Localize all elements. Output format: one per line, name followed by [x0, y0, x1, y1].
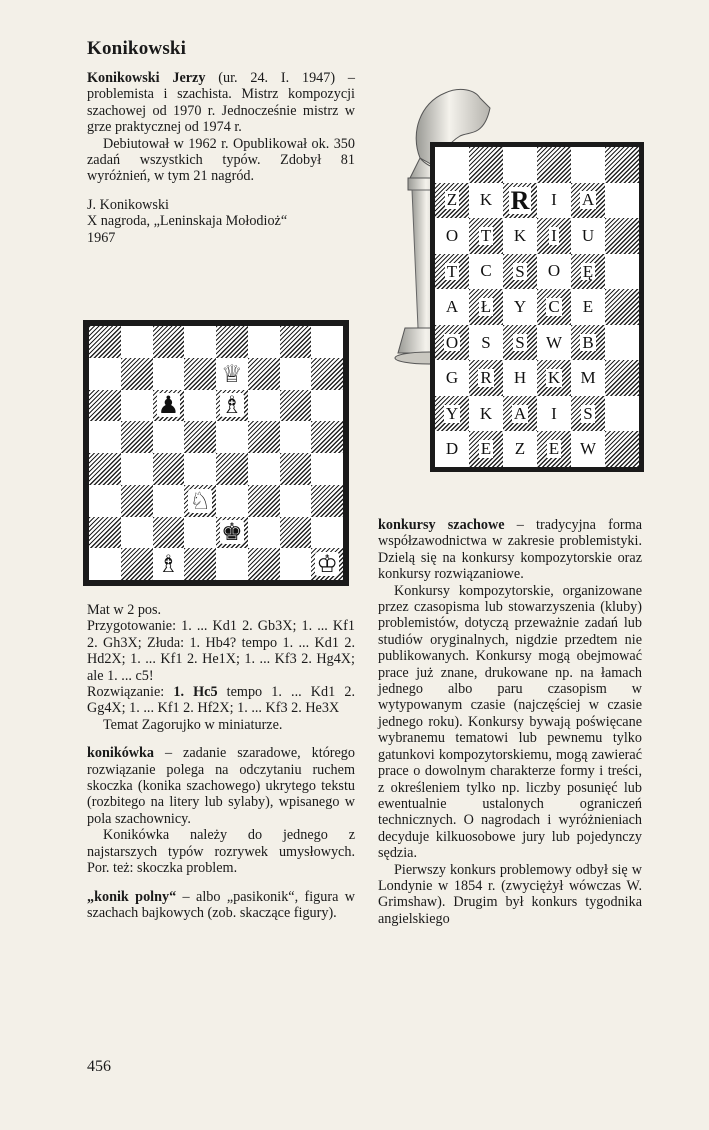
letter-cell — [571, 147, 605, 183]
entry-konkursy-para2: Konkursy kompozytorskie, organizowane przez czasopisma lub stowarzyszenia (kluby) problemistów, dotyczą przeważnie zadań lub studiów oryginalnych, nigdzie przedtem nie publikowanych. Konkursy mogą obejmować prace już znane, drukowane np. na łamach jednego albo paru czasopism w wytypowanym czasie (najczęściej w czasie jednego roku). Konkursy bywają poświęcane wybranemu tematowi lub pewnemu tylko gatunkovi kompozytorskiemu, mogą zawierać prace o dowolnym charakterze formy i treści, z określeniem tylko np. liczby posunięć lub ewentualnie ustalonych ograniczeń technicznych. O nagrodach i wyróżnieniach decyduje kilkuosobowe jury lub pojedynczy sędzia. — [378, 582, 642, 862]
square-g2 — [280, 517, 312, 549]
square-f6 — [248, 390, 280, 422]
letter-cell — [537, 218, 571, 254]
square-g1 — [280, 548, 312, 580]
letter-cell — [469, 431, 503, 467]
square-a5 — [89, 421, 121, 453]
letter-cell — [605, 431, 639, 467]
square-c8 — [153, 326, 185, 358]
problem-author: J. Konikowski — [87, 196, 169, 213]
letter-cell — [571, 325, 605, 361]
entry-name: Konikowski Jerzy — [87, 70, 206, 86]
letter-cell-text: C — [548, 297, 560, 317]
letter-cell-text: D — [445, 439, 459, 459]
entry-konikowka-text: – zadanie szaradowe, którego rozwiązanie polega na odczytaniu ruchem skoczka (konika szachowego) ukrytego tekstu (rozbitego na litery lub sylaby), wpisanego w pola szachownicy. — [87, 745, 355, 827]
letter-cell-text: E — [480, 439, 492, 459]
letter-cell — [537, 183, 571, 219]
square-h5 — [311, 421, 343, 453]
square-d2 — [184, 517, 216, 549]
letter-cell-text: Ł — [480, 297, 492, 317]
black-pawn-icon: ♟ — [157, 391, 180, 420]
problem-solution-block — [87, 602, 355, 921]
problem-theme: Temat Zagorujko w miniaturze. — [103, 716, 283, 733]
letter-cell — [435, 254, 469, 290]
letter-cell-text: K — [547, 368, 561, 388]
white-king-icon: ♔ — [316, 550, 338, 579]
letter-cell — [469, 147, 503, 183]
square-g3 — [280, 485, 312, 517]
square-d6 — [184, 390, 216, 422]
letter-cell-text: H — [513, 368, 527, 388]
square-h2 — [311, 517, 343, 549]
letter-cell-text: Z — [446, 190, 458, 210]
letter-cell-text: E — [582, 296, 594, 316]
letter-cell-text: S — [515, 261, 525, 281]
square-e1 — [216, 548, 248, 580]
square-a4 — [89, 453, 121, 485]
square-f2 — [248, 517, 280, 549]
square-h4 — [311, 453, 343, 485]
square-h6 — [311, 390, 343, 422]
letter-cell — [605, 254, 639, 290]
letter-cell — [537, 360, 571, 396]
white-knight-icon: ♘ — [189, 486, 211, 515]
letter-cell-text: O — [445, 332, 459, 352]
square-e3 — [216, 485, 248, 517]
square-d8 — [184, 326, 216, 358]
letter-cell-text: S — [515, 332, 525, 352]
problem-award: X nagroda, „Leninskaja Mołodioż“ — [87, 213, 288, 230]
white-bishop-icon: ♗ — [221, 391, 243, 420]
letter-cell — [469, 254, 503, 290]
letter-cell — [503, 360, 537, 396]
letter-cell — [537, 254, 571, 290]
entry-para2: Debiutował w 1962 r. Opublikował ok. 350 zadań wszystkich typów. Zdobył 81 wyróżnień, w tym 21 nagród. — [87, 135, 355, 185]
page-number: 456 — [87, 1058, 111, 1075]
letter-cell-text: O — [445, 225, 459, 245]
entry-term-konikowka: konikówka — [87, 745, 155, 762]
letter-cell — [469, 396, 503, 432]
square-f3 — [248, 485, 280, 517]
entry-konik-polny-text: – albo „pasikonik“, figura w szachach bajkowych (zob. skaczące figury). — [87, 888, 356, 921]
square-g8 — [280, 326, 312, 358]
letter-cell-text: K — [479, 190, 493, 210]
letter-cell — [503, 183, 537, 219]
letter-cell — [503, 396, 537, 432]
letter-cell — [503, 254, 537, 290]
black-king-icon: ♚ — [221, 518, 243, 547]
letter-cell — [503, 218, 537, 254]
square-c6 — [153, 390, 185, 422]
letter-cell-text: Ę — [582, 261, 594, 281]
chess-board — [89, 326, 343, 580]
square-a6 — [89, 390, 121, 422]
letter-cell — [435, 396, 469, 432]
letter-cell-text: I — [551, 403, 557, 423]
letter-cell — [503, 431, 537, 467]
square-b3 — [121, 485, 153, 517]
letter-cell-text: W — [545, 332, 563, 352]
square-c2 — [153, 517, 185, 549]
square-h7 — [311, 358, 343, 390]
square-a8 — [89, 326, 121, 358]
letter-grid — [435, 147, 639, 467]
letter-cell — [571, 254, 605, 290]
letter-cell — [605, 147, 639, 183]
square-c5 — [153, 421, 185, 453]
letter-cell — [537, 325, 571, 361]
letter-cell — [469, 218, 503, 254]
letter-cell — [503, 289, 537, 325]
square-e7 — [216, 358, 248, 390]
letter-cell-text: U — [581, 225, 595, 245]
entry-konkursy-para3: Pierwszy konkurs problemowy odbył się w Londynie w 1854 r. (zwyciężył wówczas W. Grimshaw). Drugim był konkurs tygodnika angielskiego — [378, 861, 642, 927]
letter-cell-text: I — [551, 190, 557, 210]
square-d1 — [184, 548, 216, 580]
square-e5 — [216, 421, 248, 453]
letter-cell-text: R — [510, 185, 530, 215]
letter-cell-text: K — [513, 225, 527, 245]
letter-cell-text: Y — [513, 296, 527, 316]
solution-key: 1. Hc5 — [173, 684, 218, 701]
letter-cell-text: S — [481, 332, 491, 352]
letter-cell — [571, 218, 605, 254]
square-c4 — [153, 453, 185, 485]
square-e2 — [216, 517, 248, 549]
letter-cell — [537, 396, 571, 432]
problem-stipulation: Mat w 2 pos. — [87, 602, 162, 618]
page-heading: Konikowski — [87, 38, 187, 59]
letter-cell — [435, 289, 469, 325]
square-b7 — [121, 358, 153, 390]
letter-cell — [605, 325, 639, 361]
square-a2 — [89, 517, 121, 549]
problem-year: 1967 — [87, 229, 116, 246]
letter-cell-text: I — [551, 225, 557, 245]
square-f1 — [248, 548, 280, 580]
letter-cell — [435, 218, 469, 254]
entry-konkursy — [378, 517, 642, 927]
square-a3 — [89, 485, 121, 517]
letter-cell — [537, 431, 571, 467]
letter-cell-text: T — [480, 225, 492, 245]
letter-cell — [605, 218, 639, 254]
letter-cell — [605, 360, 639, 396]
entry-term-konkursy: konkursy szachowe — [378, 517, 505, 533]
letter-cell — [503, 325, 537, 361]
problem-solution — [87, 684, 355, 717]
letter-cell — [469, 183, 503, 219]
letter-cell — [469, 360, 503, 396]
square-h3 — [311, 485, 343, 517]
letter-cell — [435, 360, 469, 396]
square-b5 — [121, 421, 153, 453]
square-f4 — [248, 453, 280, 485]
square-c3 — [153, 485, 185, 517]
letter-cell-text: W — [579, 439, 597, 459]
letter-cell-text: K — [479, 403, 493, 423]
letter-cell — [605, 396, 639, 432]
letter-cell — [571, 289, 605, 325]
letter-cell — [469, 289, 503, 325]
letter-cell — [571, 431, 605, 467]
letter-cell — [605, 183, 639, 219]
square-f7 — [248, 358, 280, 390]
entry-konikowski — [87, 70, 355, 246]
letter-cell — [435, 325, 469, 361]
letter-cell — [537, 147, 571, 183]
letter-cell-text: E — [548, 439, 560, 459]
square-d4 — [184, 453, 216, 485]
square-e4 — [216, 453, 248, 485]
solution-rest: tempo 1. ... Kd1 2. Gg4X; 1. ... Kf1 2. Hf2X; 1. ... Kf3 2. He3X — [87, 684, 355, 717]
square-b4 — [121, 453, 153, 485]
square-a7 — [89, 358, 121, 390]
letter-cell — [435, 431, 469, 467]
entry-konikowka-para2: Konikówka należy do jednego z najstarszych typów rozrywek umysłowych. Por. też: skoczka problem. — [87, 827, 355, 877]
square-f5 — [248, 421, 280, 453]
letter-cell-text: S — [583, 403, 593, 423]
square-h1 — [311, 548, 343, 580]
letter-cell — [571, 183, 605, 219]
letter-cell-text: A — [581, 190, 595, 210]
letter-cell — [537, 289, 571, 325]
square-c1 — [153, 548, 185, 580]
square-d5 — [184, 421, 216, 453]
square-b8 — [121, 326, 153, 358]
square-a1 — [89, 548, 121, 580]
letter-cell — [571, 396, 605, 432]
square-d7 — [184, 358, 216, 390]
problem-preparation: Przygotowanie: 1. ... Kd1 2. Gb3X; 1. ... Kf1 2. Gh3X; Złuda: 1. Hb4? tempo 1. ... Kd1 2. Hd2X; 1. ... Kf1 2. He1X; 1. ... Kf3 2. Hg4X; ale 1. ... c5! — [87, 618, 355, 684]
square-g7 — [280, 358, 312, 390]
square-e8 — [216, 326, 248, 358]
square-g4 — [280, 453, 312, 485]
chess-diagram — [83, 320, 349, 586]
letter-cell-text: T — [446, 261, 458, 281]
solution-label: Rozwiązanie: — [87, 684, 165, 701]
letter-cell-text: M — [580, 368, 596, 388]
letter-cell-text: G — [445, 368, 459, 388]
letter-cell-text: R — [480, 368, 492, 388]
square-h8 — [311, 326, 343, 358]
letter-cell-text: Z — [514, 439, 526, 459]
letter-cell-text: C — [480, 261, 492, 281]
knight-tour-puzzle — [430, 142, 644, 472]
letter-cell — [469, 325, 503, 361]
letter-cell-text: O — [547, 261, 561, 281]
letter-cell — [435, 183, 469, 219]
letter-cell-text: Y — [445, 403, 459, 423]
square-b2 — [121, 517, 153, 549]
letter-cell — [435, 147, 469, 183]
letter-cell — [571, 360, 605, 396]
square-g5 — [280, 421, 312, 453]
square-d3 — [184, 485, 216, 517]
entry-term-konik-polny: „konik polny“ — [87, 888, 177, 905]
letter-cell-text: B — [582, 332, 594, 352]
entry-konkursy-text: – tradycyjna forma współzawodnictwa w zakresie problemistyki. Dzielą się na konkursy kompozytorskie oraz konkursy rozwiązaniowe. — [378, 517, 642, 583]
entry-text: (ur. 24. I. 1947) – problemista i szachista. Mistrz kompozycji szachowej od 1970 r. Jednocześnie mistrz w grze praktycznej od 1974 r. — [87, 70, 355, 136]
square-b1 — [121, 548, 153, 580]
square-g6 — [280, 390, 312, 422]
white-queen-icon: ♕ — [221, 359, 243, 388]
letter-cell — [503, 147, 537, 183]
square-b6 — [121, 390, 153, 422]
letter-cell — [605, 289, 639, 325]
white-bishop-icon: ♗ — [157, 550, 180, 579]
square-e6 — [216, 390, 248, 422]
square-c7 — [153, 358, 185, 390]
square-f8 — [248, 326, 280, 358]
letter-cell-text: A — [445, 296, 459, 316]
letter-cell-text: A — [513, 403, 527, 423]
